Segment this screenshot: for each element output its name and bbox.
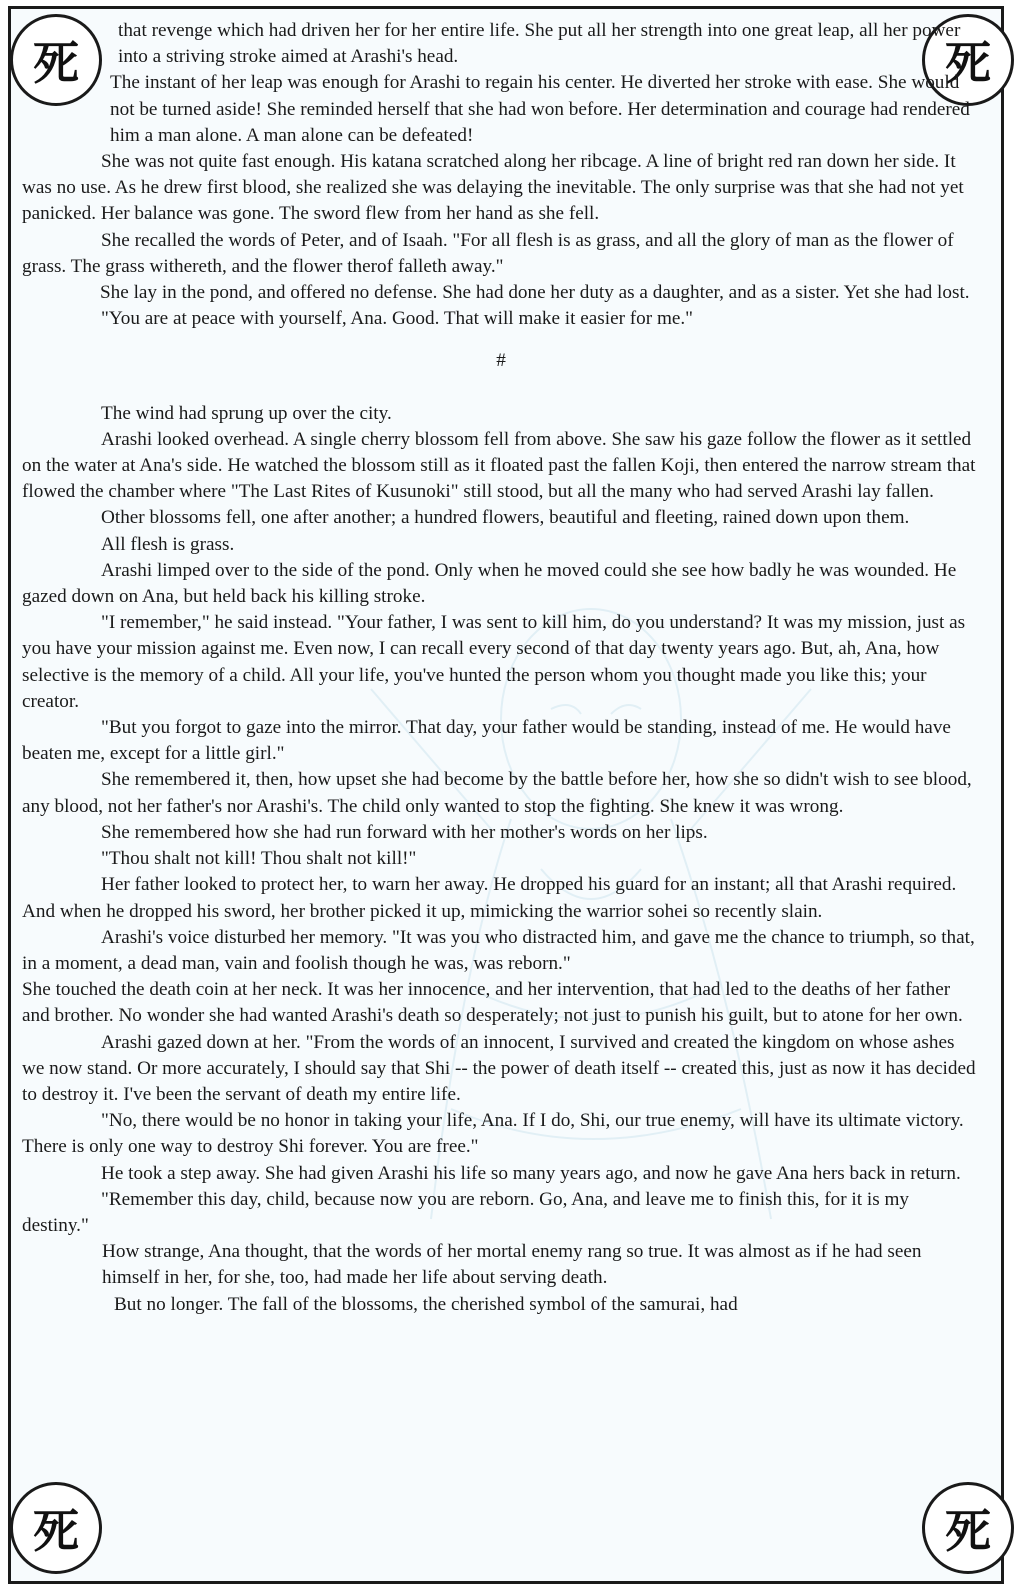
paragraph: "But you forgot to gaze into the mirror. That day, your father would be standing, instead of me. He would have beaten me, except for a little girl." (22, 717, 951, 765)
paragraph: She remembered it, then, how upset she had become by the battle before her, how she so didn't wish to see blood, any blood, not her father's nor Arashi's. The child only wanted to stop the fighting. She knew it was wrong. (22, 769, 972, 817)
death-kanji-icon: 死 (33, 1504, 79, 1558)
paragraph: "I remember," he said instead. "Your father, I was sent to kill him, do you understand? It was my mission, just as you have your mission against me. Even now, I can recall every second of that day twenty years ago. But, ah, Ana, how selective is the memory of a child. All your life, you've hunted the person whom you thought made you like this; your creator. (22, 612, 966, 712)
paragraph: "Thou shalt not kill! Thou shalt not kill!" (101, 848, 417, 870)
paragraph: The instant of her leap was enough for Arashi to regain his center. He diverted her stroke with ease. She would not be turned aside! She reminded herself that she had won before. Her determination and courage had rendered him a man alone. A man alone can be defeated! (110, 72, 970, 146)
paragraph: She lay in the pond, and offered no defense. She had done her duty as a daughter, and as a sister. Yet she had lost. (100, 282, 970, 304)
paragraph: "Remember this day, child, because now you are reborn. Go, Ana, and leave me to finish this, for it is my destiny." (22, 1188, 910, 1236)
paragraph: Other blossoms fell, one after another; a hundred flowers, beautiful and fleeting, rained down upon them. (101, 507, 910, 529)
paragraph: He took a step away. She had given Arashi his life so many years ago, and now he gave Ana hers back in return. (101, 1162, 961, 1184)
corner-emblem-bottom-right (922, 1482, 1014, 1574)
paragraph: She was not quite fast enough. His katana scratched along her ribcage. A line of bright red ran down her side. It was no use. As he drew first blood, she realized she was delaying the inevitable. The only surprise was that she had not yet panicked. Her balance was gone. The sword flew from her hand as she fell. (22, 151, 964, 225)
paragraph: Her father looked to protect her, to warn her away. He dropped his guard for an instant; all that Arashi required. And when he dropped his sword, her brother picked it up, mimicking the warrior sohei so recently slain. (22, 874, 957, 922)
corner-emblem-bottom-left (10, 1482, 102, 1574)
death-kanji-icon: 死 (33, 36, 79, 90)
death-kanji-icon: 死 (945, 1504, 991, 1558)
paragraph: She recalled the words of Peter, and of Isaah. "For all flesh is as grass, and all the glory of man as the flower of grass. The grass withereth, and the flower therof falleth away." (22, 229, 954, 277)
paragraph: But no longer. The fall of the blossoms, the cherished symbol of the samurai, had (114, 1293, 738, 1315)
paragraph: Arashi looked overhead. A single cherry blossom fell from above. She saw his gaze follow the flower as it settled on the water at Ana's side. He watched the blossom still as it floated past the fallen Koji, then entered the narrow stream that flowed the chamber where "The Last Rites of Kusunoki" still stood, but all the many who had served Arashi lay fallen. (22, 428, 976, 503)
paragraph: How strange, Ana thought, that the words of her mortal enemy rang so true. It was almost as if he had seen himself in her, for she, too, had made her life about serving death. (102, 1241, 922, 1289)
paragraph: The wind had sprung up over the city. (101, 402, 392, 424)
paragraph: "No, there would be no honor in taking your life, Ana. If I do, Shi, our true enemy, will have its ultimate victory. There is only one way to destroy Shi forever. You are free." (22, 1110, 964, 1158)
story-text (22, 18, 980, 1318)
paragraph: Arashi limped over to the side of the pond. Only when he moved could she see how badly he was wounded. He gazed down on Ana, but held back his killing stroke. (22, 559, 957, 608)
paragraph: She remembered how she had run forward with her mother's words on her lips. (101, 821, 708, 843)
paragraph: She touched the death coin at her neck. It was her innocence, and her intervention, that had led to the deaths of her father and brother. No wonder she had wanted Arashi's death so desperately; not just to punish his guilt, but to atone for her own. (22, 979, 963, 1027)
paragraph: Arashi gazed down at her. "From the words of an innocent, I survived and created the kingdom on whose ashes we now stand. Or more accurately, I should say that Shi -- the power of death itself -- created this, just as now it has decided to destroy it. I've been the servant of death my entire life. (22, 1031, 976, 1105)
paragraph: All flesh is grass. (101, 533, 235, 555)
paragraph: that revenge which had driven her for her entire life. She put all her strength into one great leap, all her power into a striving stroke aimed at Arashi's head. (118, 20, 961, 68)
death-kanji-icon: 死 (945, 36, 991, 90)
section-separator: # (496, 350, 506, 372)
paragraph: Arashi's voice disturbed her memory. "It was you who distracted him, and gave me the chance to triumph, so that, in a moment, a dead man, vain and foolish though he was, was reborn." (22, 926, 975, 974)
paragraph: "You are at peace with yourself, Ana. Good. That will make it easier for me." (101, 308, 694, 330)
